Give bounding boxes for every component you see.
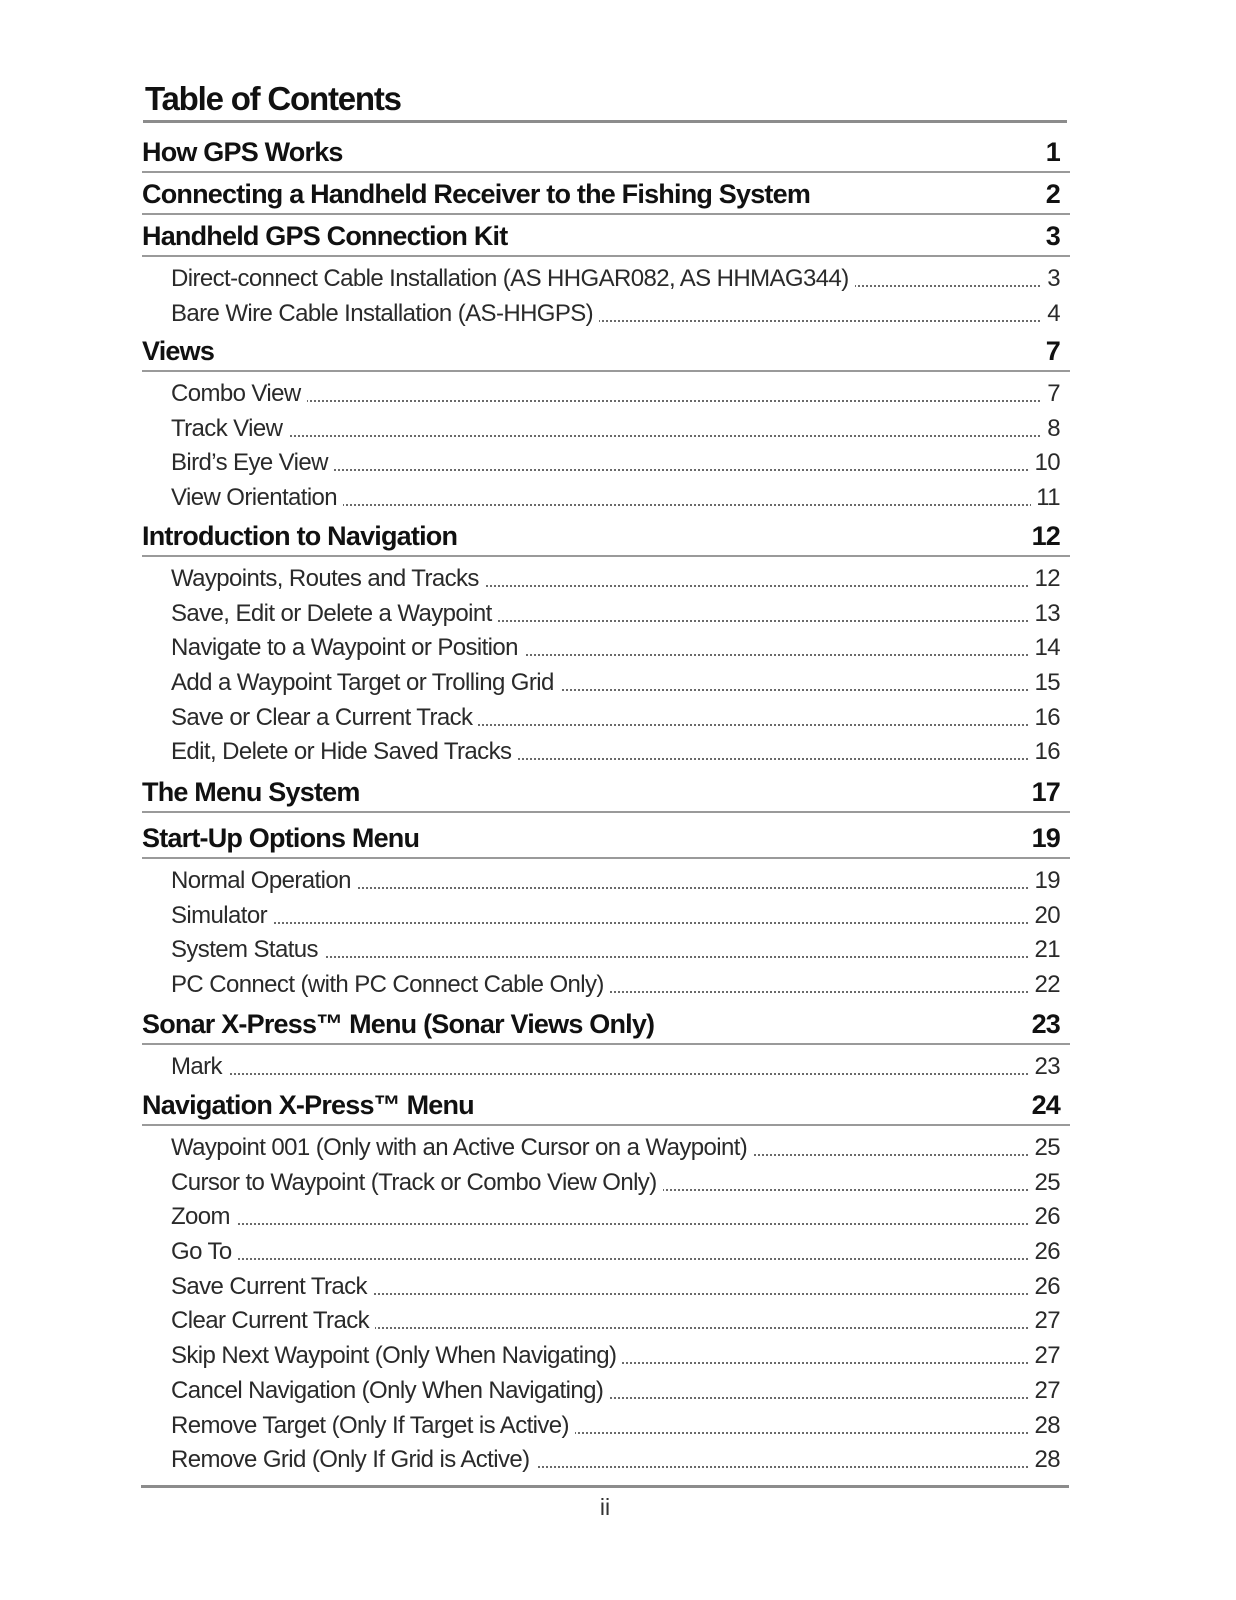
toc-entry[interactable] xyxy=(142,562,1070,597)
toc-entry[interactable] xyxy=(142,864,1070,899)
entry-page-number: 23 xyxy=(1030,1050,1061,1085)
entry-label: Mark xyxy=(171,1050,228,1085)
entry-label: Cancel Navigation (Only When Navigating) xyxy=(171,1374,609,1409)
toc-entry[interactable] xyxy=(142,631,1070,666)
entry-label: Zoom xyxy=(171,1200,236,1235)
entry-label: Remove Grid (Only If Grid is Active) xyxy=(171,1443,536,1478)
section-heading[interactable] xyxy=(142,137,1070,173)
section-title: Start-Up Options Menu xyxy=(142,823,420,853)
toc-entry[interactable] xyxy=(142,1200,1070,1235)
entry-label: Combo View xyxy=(171,377,307,412)
entry-label: Remove Target (Only If Target is Active) xyxy=(171,1409,575,1444)
entry-page-number: 15 xyxy=(1030,666,1061,701)
section-entries xyxy=(142,864,1070,1003)
entry-label: Cursor to Waypoint (Track or Combo View Only) xyxy=(171,1166,663,1201)
entry-label: Save or Clear a Current Track xyxy=(171,701,478,736)
section-heading[interactable] xyxy=(142,336,1070,372)
section-entries xyxy=(142,562,1070,770)
entry-page-number: 26 xyxy=(1030,1270,1061,1305)
entry-page-number: 28 xyxy=(1030,1409,1061,1444)
entry-label: Skip Next Waypoint (Only When Navigating) xyxy=(171,1339,622,1374)
section-heading[interactable] xyxy=(142,179,1070,215)
toc-entry[interactable] xyxy=(142,1166,1070,1201)
entry-page-number: 16 xyxy=(1030,735,1061,770)
entry-label: Bare Wire Cable Installation (AS-HHGPS) xyxy=(171,297,599,332)
toc-section xyxy=(142,521,1070,770)
entry-label: Edit, Delete or Hide Saved Tracks xyxy=(171,735,517,770)
toc-entry[interactable] xyxy=(142,412,1070,447)
section-heading[interactable] xyxy=(142,221,1070,257)
section-entries xyxy=(142,262,1070,331)
entry-page-number: 22 xyxy=(1030,968,1061,1003)
toc-entry[interactable] xyxy=(142,1409,1070,1444)
entry-page-number: 20 xyxy=(1030,899,1061,934)
section-entries xyxy=(142,1131,1070,1478)
entry-page-number: 19 xyxy=(1030,864,1061,899)
toc-entry[interactable] xyxy=(142,701,1070,736)
toc-entry[interactable] xyxy=(142,1304,1070,1339)
section-entries xyxy=(142,1050,1070,1085)
bottom-rule xyxy=(141,1485,1069,1488)
entry-page-number: 21 xyxy=(1030,933,1061,968)
section-heading[interactable] xyxy=(142,823,1070,859)
entry-page-number: 26 xyxy=(1030,1200,1061,1235)
entry-label: Save, Edit or Delete a Waypoint xyxy=(171,597,498,632)
section-page-number: 7 xyxy=(1045,336,1060,366)
toc-entry[interactable] xyxy=(142,1131,1070,1166)
section-page-number: 1 xyxy=(1045,137,1060,167)
toc-entry[interactable] xyxy=(142,1235,1070,1270)
section-page-number: 3 xyxy=(1045,221,1060,251)
entry-label: Simulator xyxy=(171,899,273,934)
entry-page-number: 26 xyxy=(1030,1235,1061,1270)
toc-entry[interactable] xyxy=(142,446,1070,481)
entry-page-number: 27 xyxy=(1030,1339,1061,1374)
entry-label: Waypoint 001 (Only with an Active Cursor on a Waypoint) xyxy=(171,1131,753,1166)
toc-section xyxy=(142,777,1070,813)
section-title: Views xyxy=(142,336,215,366)
entry-label: Bird’s Eye View xyxy=(171,446,334,481)
toc-section xyxy=(142,137,1070,173)
section-page-number: 12 xyxy=(1031,521,1060,551)
section-heading[interactable] xyxy=(142,777,1070,813)
dot-leader xyxy=(171,435,1060,437)
entry-page-number: 3 xyxy=(1042,262,1060,297)
section-title: Introduction to Navigation xyxy=(142,521,458,551)
toc-entry[interactable] xyxy=(142,1270,1070,1305)
entry-page-number: 27 xyxy=(1030,1304,1061,1339)
toc-entry[interactable] xyxy=(142,666,1070,701)
title-rule xyxy=(143,120,1067,123)
toc-entry[interactable] xyxy=(142,968,1070,1003)
page-number: ii xyxy=(599,1494,611,1520)
entry-page-number: 25 xyxy=(1030,1166,1061,1201)
section-entries xyxy=(142,377,1070,516)
dot-leader xyxy=(171,1073,1060,1075)
entry-page-number: 4 xyxy=(1042,297,1060,332)
toc-entry[interactable] xyxy=(142,1443,1070,1478)
toc-entry[interactable] xyxy=(142,297,1070,332)
entry-label: Navigate to a Waypoint or Position xyxy=(171,631,524,666)
toc-entry[interactable] xyxy=(142,377,1070,412)
entry-page-number: 13 xyxy=(1030,597,1061,632)
section-page-number: 23 xyxy=(1031,1009,1060,1039)
dot-leader xyxy=(171,1223,1060,1225)
entry-label: Track View xyxy=(171,412,288,447)
entry-label: Add a Waypoint Target or Trolling Grid xyxy=(171,666,560,701)
toc-entry[interactable] xyxy=(142,1374,1070,1409)
toc-entry[interactable] xyxy=(142,1050,1070,1085)
section-heading[interactable] xyxy=(142,521,1070,557)
section-title: The Menu System xyxy=(142,777,360,807)
entry-label: Waypoints, Routes and Tracks xyxy=(171,562,485,597)
toc-entry[interactable] xyxy=(142,1339,1070,1374)
dot-leader xyxy=(171,1258,1060,1260)
entry-page-number: 16 xyxy=(1030,701,1061,736)
section-heading[interactable] xyxy=(142,1090,1070,1126)
section-page-number: 19 xyxy=(1031,823,1060,853)
entry-page-number: 11 xyxy=(1031,481,1060,516)
toc-section xyxy=(142,179,1070,215)
section-title: Sonar X-Press™ Menu (Sonar Views Only) xyxy=(142,1009,655,1039)
entry-page-number: 27 xyxy=(1030,1374,1061,1409)
section-page-number: 24 xyxy=(1031,1090,1060,1120)
toc-entry[interactable] xyxy=(142,735,1070,770)
section-title: Navigation X-Press™ Menu xyxy=(142,1090,474,1120)
section-title: Handheld GPS Connection Kit xyxy=(142,221,508,251)
entry-label: Go To xyxy=(171,1235,238,1270)
section-page-number: 2 xyxy=(1045,179,1060,209)
section-title: How GPS Works xyxy=(142,137,343,167)
entry-label: Direct-connect Cable Installation (AS HHGAR082, AS HHMAG344) xyxy=(171,262,855,297)
entry-page-number: 14 xyxy=(1030,631,1061,666)
dot-leader xyxy=(171,922,1060,924)
entry-page-number: 10 xyxy=(1030,446,1061,481)
toc-entry[interactable] xyxy=(142,899,1070,934)
entry-label: System Status xyxy=(171,933,324,968)
entry-label: Save Current Track xyxy=(171,1270,373,1305)
section-heading[interactable] xyxy=(142,1009,1070,1045)
entry-page-number: 7 xyxy=(1042,377,1060,412)
toc-section xyxy=(142,221,1070,331)
entry-label: Normal Operation xyxy=(171,864,357,899)
entry-label: PC Connect (with PC Connect Cable Only) xyxy=(171,968,610,1003)
entry-page-number: 8 xyxy=(1042,412,1060,447)
toc-section xyxy=(142,1090,1070,1478)
toc-entry[interactable] xyxy=(142,481,1070,516)
entry-page-number: 25 xyxy=(1030,1131,1061,1166)
toc-entry[interactable] xyxy=(142,262,1070,297)
toc-section xyxy=(142,823,1070,1003)
toc-section xyxy=(142,1009,1070,1085)
entry-page-number: 12 xyxy=(1030,562,1061,597)
entry-label: View Orientation xyxy=(171,481,343,516)
toc-section xyxy=(142,336,1070,516)
entry-page-number: 28 xyxy=(1030,1443,1061,1478)
page-title: Table of Contents xyxy=(145,80,401,117)
toc-entry[interactable] xyxy=(142,933,1070,968)
entry-label: Clear Current Track xyxy=(171,1304,375,1339)
section-title: Connecting a Handheld Receiver to the Fishing System xyxy=(142,179,811,209)
toc-entry[interactable] xyxy=(142,597,1070,632)
section-page-number: 17 xyxy=(1031,777,1060,807)
